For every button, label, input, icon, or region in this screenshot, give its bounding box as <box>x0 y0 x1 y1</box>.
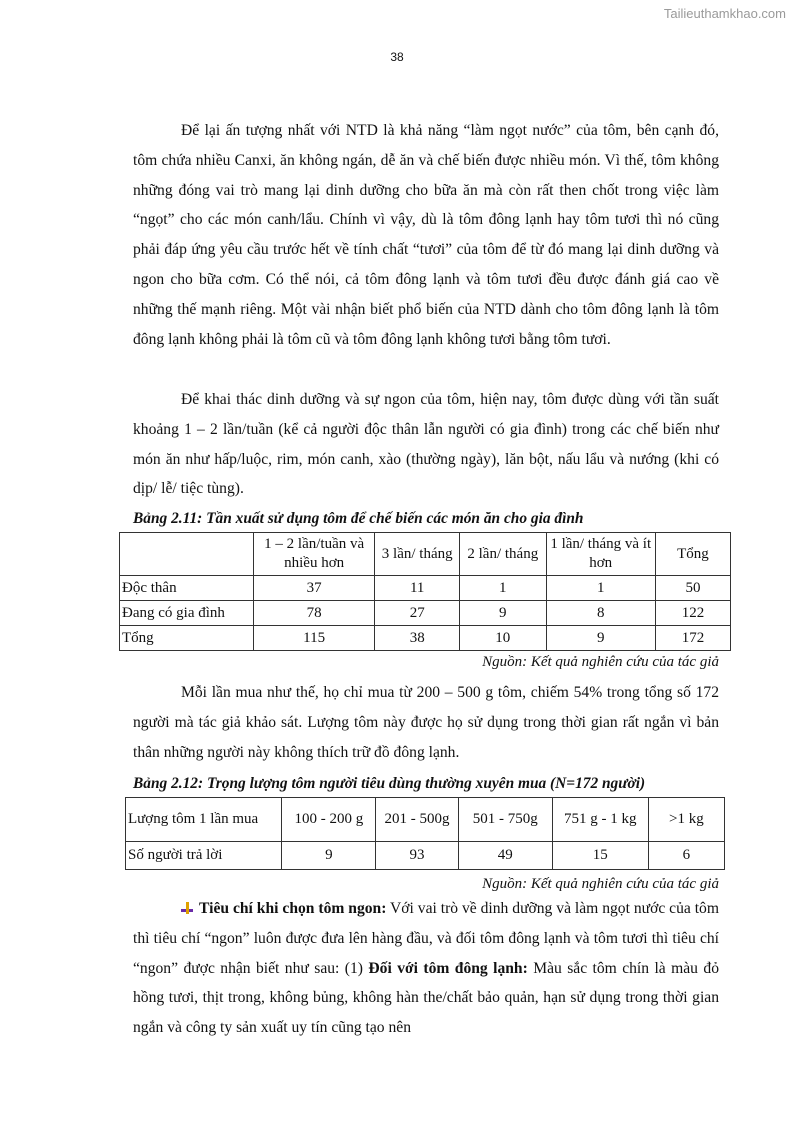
table-header-cell: 1 – 2 lần/tuần và nhiều hơn <box>253 533 374 576</box>
table-header-cell: Tổng <box>655 533 730 576</box>
watermark: Tailieuthamkhao.com <box>663 6 786 21</box>
table-header-cell: 2 lần/ tháng <box>460 533 547 576</box>
paragraph-1 <box>133 116 719 354</box>
table-cell: 9 <box>546 626 655 651</box>
table-cell: 78 <box>253 601 374 626</box>
table-cell: 8 <box>546 601 655 626</box>
table-header-cell: >1 kg <box>648 798 724 842</box>
criteria-text-2: Màu sắc tôm chín là màu đỏ hồng tươi, thịt trong, không bủng, không hàn the/chất bảo quản, hạn sử dụng trong thời gian ngắn và công ty sản xuất uy tín cũng tạo nên <box>133 959 719 1037</box>
weight-table <box>125 797 725 870</box>
table-header-cell: 751 g - 1 kg <box>552 798 648 842</box>
table-cell: 9 <box>282 842 376 870</box>
table-2-caption-text: Bảng 2.12: Trọng lượng tôm người tiêu dùng thường xuyên mua (N=172 người) <box>133 775 646 792</box>
table-cell: 1 <box>546 576 655 601</box>
criteria-text-1: Với vai trò về dinh dưỡng và làm ngọt nước của tôm thì tiêu chí “ngon” luôn được đưa lên hàng đầu, và đối tôm đông lạnh và tôm tươi thì tiêu chí “ngon” được nhận biết như sau: (1) <box>133 900 719 977</box>
table-cell: 11 <box>375 576 460 601</box>
table-cell: 15 <box>552 842 648 870</box>
table-2-caption <box>133 774 733 794</box>
paragraph-2-text: Để khai thác dinh dưỡng và sự ngon của tôm, hiện nay, tôm được dùng với tần suất khoảng 1 – 2 lần/tuần (kể cả người độc thân lẫn người có gia đình) trong các chế biến như món ăn như hấp/luộc, rim, món canh, xào (thường ngày), lăn bột, nấu lẩu và nướng (khi có dịp/ lễ/ tiệc tùng). <box>133 391 719 498</box>
table-1-source-text: Nguồn: Kết quả nghiên cứu của tác giả <box>482 654 719 670</box>
row-label: Đang có gia đình <box>120 601 254 626</box>
table-header-cell: 1 lần/ tháng và ít hơn <box>546 533 655 576</box>
table-header-row <box>126 798 725 842</box>
table-header-cell <box>120 533 254 576</box>
criteria-heading: Tiêu chí khi chọn tôm ngon: <box>199 900 387 917</box>
table-1-source <box>300 652 719 672</box>
table-cell: 172 <box>655 626 730 651</box>
table-row <box>120 601 731 626</box>
paragraph-4 <box>133 894 719 1043</box>
row-label: Tổng <box>120 626 254 651</box>
table-header-cell: 201 - 500g <box>376 798 458 842</box>
table-1-caption-text: Bảng 2.11: Tần xuất sử dụng tôm để chế biến các món ăn cho gia đình <box>133 510 584 527</box>
table-cell: 9 <box>460 601 547 626</box>
table-2-source-text: Nguồn: Kết quả nghiên cứu của tác giả <box>482 876 719 892</box>
frequency-table <box>119 532 731 651</box>
table-cell: 38 <box>375 626 460 651</box>
bullet-icon <box>181 902 193 914</box>
row-label: Số người trả lời <box>126 842 282 870</box>
table-cell: 93 <box>376 842 458 870</box>
table-cell: 37 <box>253 576 374 601</box>
paragraph-3-text: Mỗi lần mua như thế, họ chỉ mua từ 200 – 500 g tôm, chiếm 54% trong tổng số 172 người mà tác giả khảo sát. Lượng tôm này được họ sử dụng trong thời gian rất ngắn vì bản thân những người này không thích trữ đồ đông lạnh. <box>133 684 719 761</box>
row-label: Độc thân <box>120 576 254 601</box>
table-cell: 50 <box>655 576 730 601</box>
frozen-shrimp-heading: Đối với tôm đông lạnh: <box>368 959 528 977</box>
paragraph-4-text <box>133 894 719 1043</box>
table-cell: 10 <box>460 626 547 651</box>
table-cell: 1 <box>460 576 547 601</box>
table-cell: 115 <box>253 626 374 651</box>
table-cell: 122 <box>655 601 730 626</box>
table-header-cell: 501 - 750g <box>458 798 552 842</box>
table-row <box>120 626 731 651</box>
table-row <box>120 576 731 601</box>
table-1-caption <box>133 509 733 529</box>
table-row <box>126 842 725 870</box>
table-2-source <box>300 874 719 894</box>
table-cell: 27 <box>375 601 460 626</box>
table-cell: 49 <box>458 842 552 870</box>
table-header-row <box>120 533 731 576</box>
page-number: 38 <box>390 50 404 64</box>
table-header-cell: 100 - 200 g <box>282 798 376 842</box>
row-label: Lượng tôm 1 lần mua <box>126 798 282 842</box>
paragraph-1-text: Để lại ấn tượng nhất với NTD là khả năng “làm ngọt nước” của tôm, bên cạnh đó, tôm chứa nhiều Canxi, ăn không ngán, dễ ăn và chế biến được nhiều món. Vì thế, tôm không những đóng vai trò mang lại dinh dưỡng cho bữa ăn mà còn rất then chốt trong việc làm “ngọt” cho các món canh/lẩu. Chính vì vậy, dù là tôm đông lạnh hay tôm tươi thì nó cũng phải đáp ứng yêu cầu trước hết về tính chất “tươi” của tôm để từ đó mang lại dinh dưỡng và ngon cho bữa cơm. Có thể nói, cả tôm đông lạnh và tôm tươi đều được đánh giá cao về những thế mạnh riêng. Một vài nhận biết phổ biến của NTD dành cho tôm đông lạnh là tôm đông lạnh không phải là tôm cũ và tôm đông lạnh không tươi bằng tôm tươi. <box>133 122 719 348</box>
paragraph-2 <box>133 385 719 504</box>
table-cell: 6 <box>648 842 724 870</box>
table-header-cell: 3 lần/ tháng <box>375 533 460 576</box>
paragraph-3 <box>133 678 719 767</box>
